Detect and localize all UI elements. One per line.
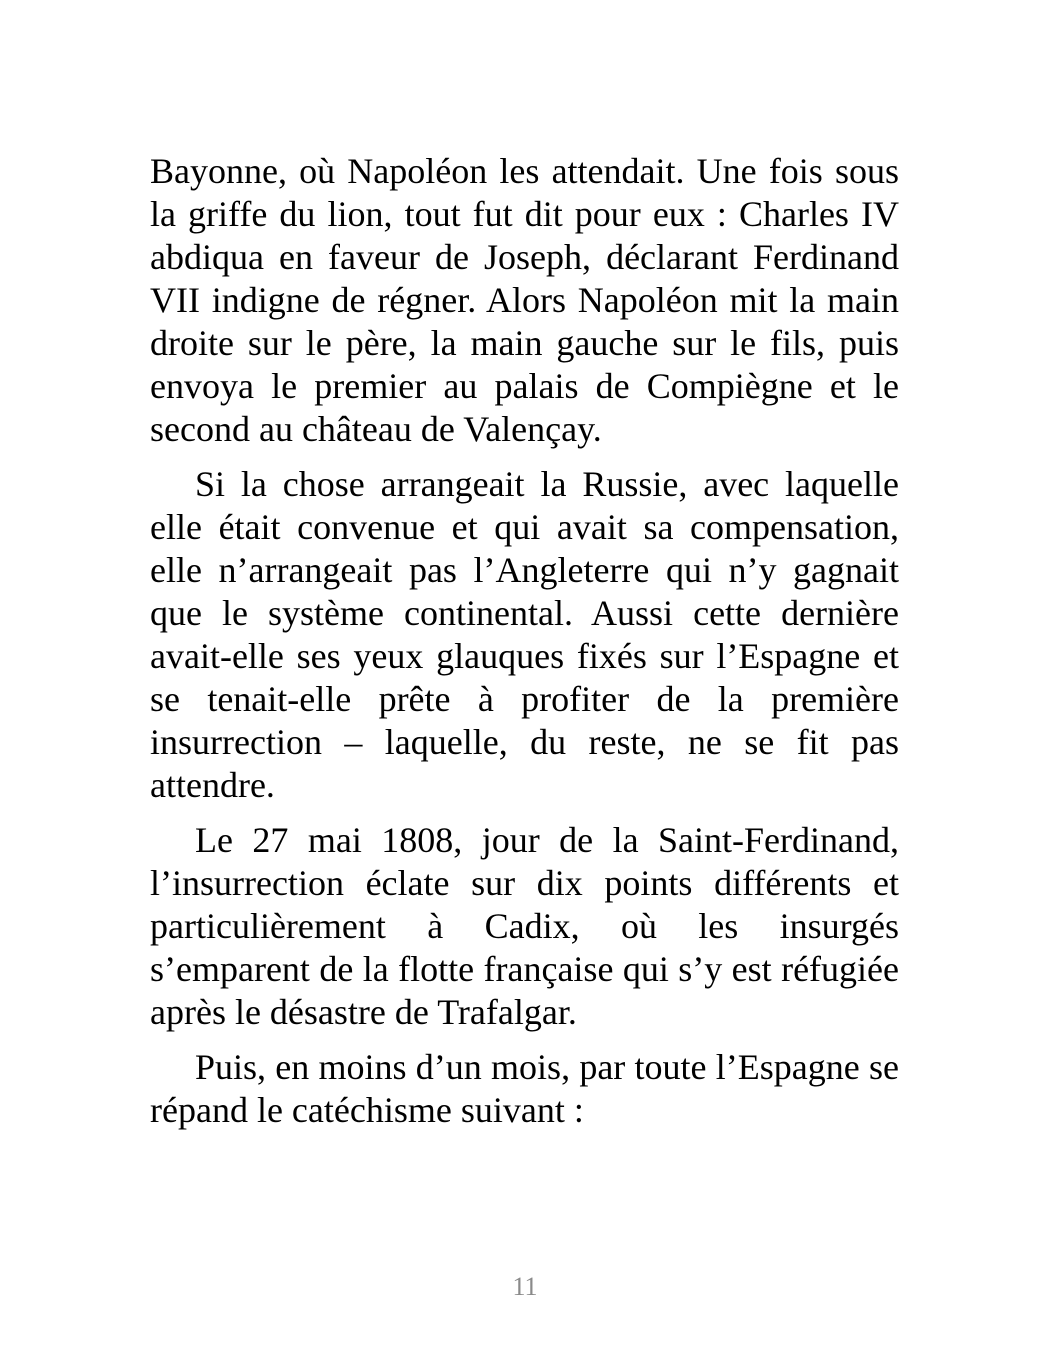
page-number: 11 bbox=[512, 1272, 538, 1301]
paragraph-2: Si la chose arrangeait la Russie, avec laquelle elle était convenue et qui avait sa compensation, elle n’arrangeait pas l’Angleterre qui n’y gagnait que le système continental. Aussi cette dernière avait-elle ses yeux glauques fixés sur l’Espagne et se tenait-elle prête à profiter de la première insurrection – laquelle, du reste, ne se fit pas attendre. bbox=[150, 464, 899, 805]
paragraph-1: Bayonne, où Napoléon les attendait. Une fois sous la griffe du lion, tout fut dit pour eux : Charles IV abdiqua en faveur de Joseph, déclarant Ferdinand VII indigne de régner. Alors Napoléon mit la main droite sur le père, la main gauche sur le fils, puis envoya le premier au palais de Compiègne et le second au château de Valençay. bbox=[150, 151, 899, 449]
paragraph-3: Le 27 mai 1808, jour de la Saint-Ferdinand, l’insurrection éclate sur dix points différents et particulièrement à Cadix, où les insurgés s’emparent de la flotte française qui s’y est réfugiée après le désastre de Trafalgar. bbox=[150, 820, 899, 1032]
paragraph-4: Puis, en moins d’un mois, par toute l’Espagne se répand le catéchisme suivant : bbox=[150, 1047, 899, 1130]
page-body bbox=[150, 150, 899, 1144]
